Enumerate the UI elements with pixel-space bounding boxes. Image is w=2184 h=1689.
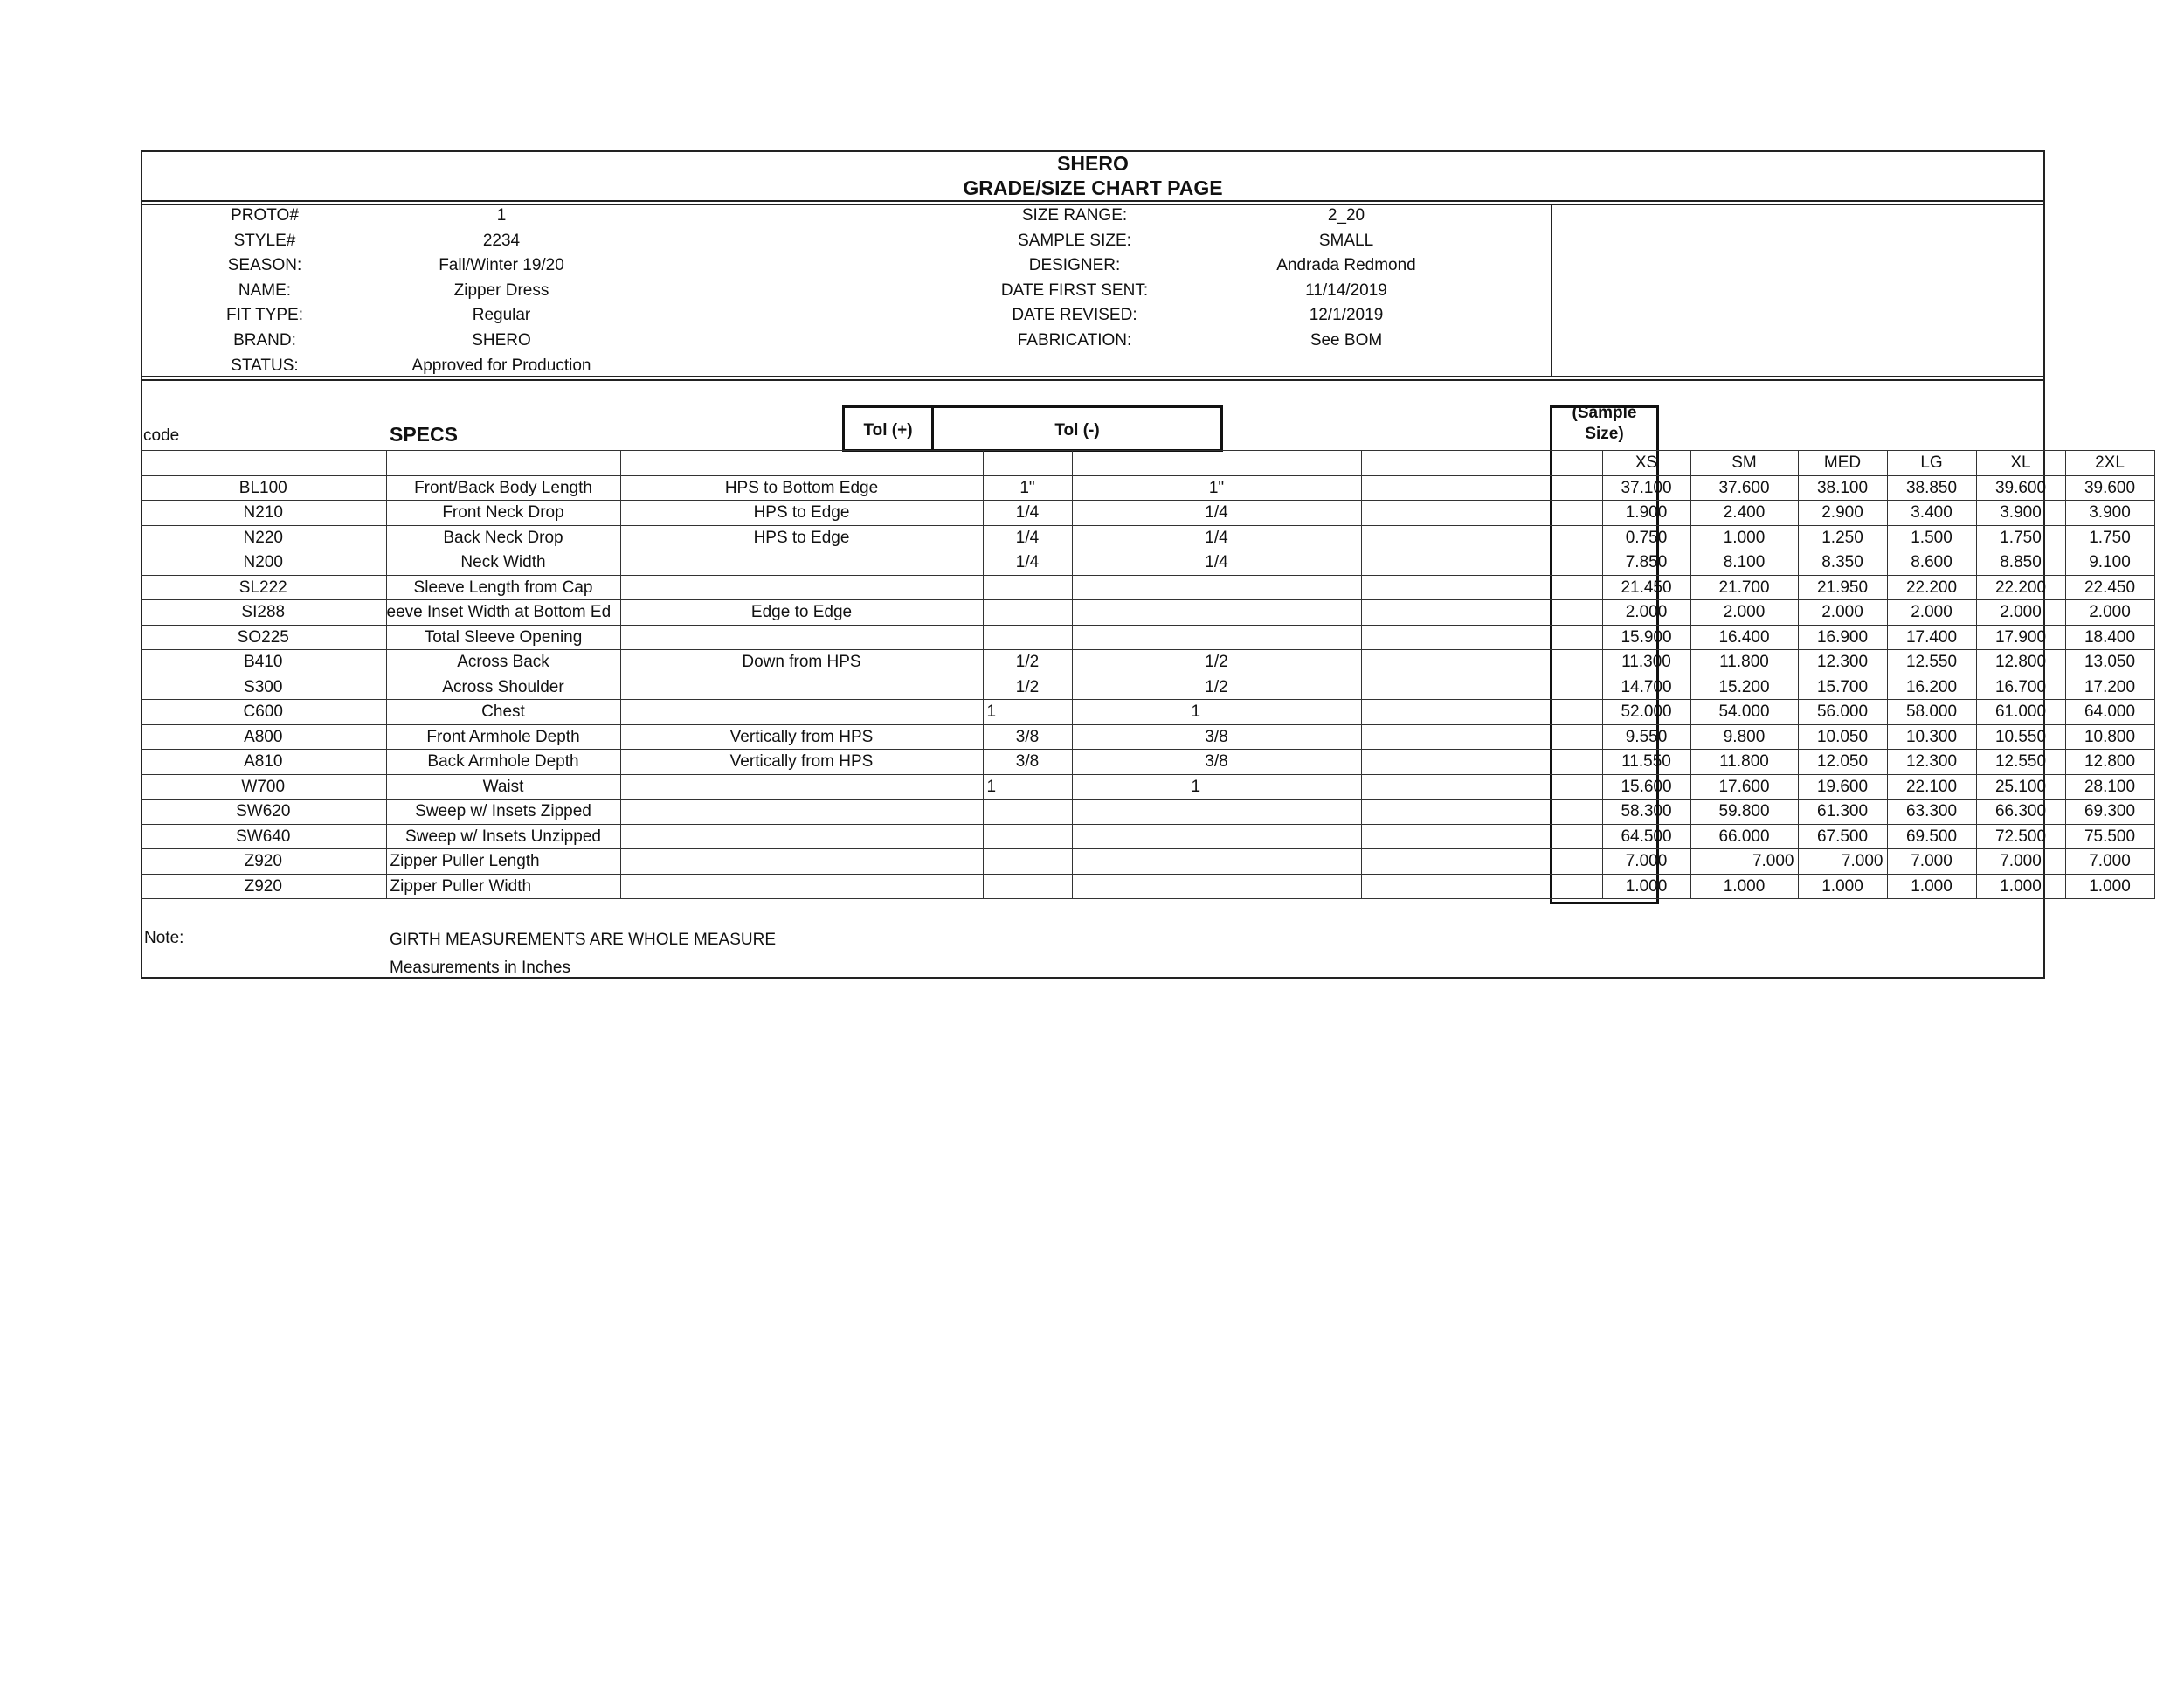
spec-code: SW620 bbox=[141, 800, 386, 825]
info-label: STATUS: bbox=[231, 356, 299, 375]
note-line-1: GIRTH MEASUREMENTS ARE WHOLE MEASURE bbox=[390, 931, 776, 949]
size-header-empty-cell bbox=[1072, 451, 1361, 476]
size-value-2xl: 9.100 bbox=[2065, 550, 2154, 576]
table-row bbox=[141, 475, 2154, 501]
size-value-med: 12.050 bbox=[1798, 750, 1887, 775]
spec-measure-method bbox=[620, 700, 983, 725]
size-value-xl: 8.850 bbox=[1976, 550, 2065, 576]
info-label: SEASON: bbox=[227, 256, 302, 275]
tol-minus-value bbox=[1072, 575, 1361, 600]
spacer-cell bbox=[1361, 800, 1602, 825]
spec-measure-method bbox=[620, 874, 983, 899]
tol-minus-value: 1 bbox=[1072, 774, 1361, 800]
info-value: Approved for Production bbox=[411, 356, 591, 375]
specs-header: SPECS bbox=[390, 423, 458, 446]
size-value-lg: 17.400 bbox=[1887, 625, 1976, 650]
size-value-xl: 72.500 bbox=[1976, 824, 2065, 849]
spacer-cell bbox=[1361, 774, 1602, 800]
size-value-xl: 39.600 bbox=[1976, 475, 2065, 501]
size-value-sm: 11.800 bbox=[1690, 750, 1798, 775]
size-value-med: 2.900 bbox=[1798, 501, 1887, 526]
size-value-xs: 52.000 bbox=[1602, 700, 1690, 725]
table-row bbox=[141, 724, 2154, 750]
tol-minus-value: 1/4 bbox=[1072, 550, 1361, 576]
tol-plus-value bbox=[983, 625, 1072, 650]
sample-size-header bbox=[1550, 403, 1659, 445]
spacer-cell bbox=[1361, 700, 1602, 725]
size-value-sm: 11.800 bbox=[1690, 650, 1798, 675]
table-row bbox=[141, 849, 2154, 875]
size-value-2xl: 2.000 bbox=[2065, 600, 2154, 626]
size-value-med: 67.500 bbox=[1798, 824, 1887, 849]
size-value-xl: 25.100 bbox=[1976, 774, 2065, 800]
info-value: Fall/Winter 19/20 bbox=[439, 256, 564, 275]
size-value-sm: 1.000 bbox=[1690, 525, 1798, 550]
size-value-lg: 38.850 bbox=[1887, 475, 1976, 501]
spacer-cell bbox=[1361, 650, 1602, 675]
size-header-empty-cell bbox=[1361, 451, 1602, 476]
table-row bbox=[141, 774, 2154, 800]
spec-name: Back Neck Drop bbox=[386, 525, 620, 550]
table-row bbox=[141, 501, 2154, 526]
size-value-lg: 10.300 bbox=[1887, 724, 1976, 750]
info-value: 2234 bbox=[482, 231, 521, 250]
size-value-lg: 1.500 bbox=[1887, 525, 1976, 550]
spacer-cell bbox=[1361, 625, 1602, 650]
info-divider-top bbox=[141, 376, 2045, 377]
tol-minus-value: 1 bbox=[1072, 700, 1361, 725]
size-value-2xl: 18.400 bbox=[2065, 625, 2154, 650]
size-header-2xl: 2XL bbox=[2065, 451, 2154, 476]
size-value-2xl: 75.500 bbox=[2065, 824, 2154, 849]
size-value-lg: 1.000 bbox=[1887, 874, 1976, 899]
spec-measure-method bbox=[620, 824, 983, 849]
size-value-xs: 15.900 bbox=[1602, 625, 1690, 650]
size-value-xs: 64.500 bbox=[1602, 824, 1690, 849]
spacer-cell bbox=[1361, 525, 1602, 550]
spec-name: Zipper Puller Length bbox=[386, 849, 620, 875]
size-value-xl: 61.000 bbox=[1976, 700, 2065, 725]
spec-table bbox=[141, 450, 2155, 899]
tol-minus-header: Tol (-) bbox=[1054, 421, 1100, 440]
spec-code: S300 bbox=[141, 675, 386, 700]
size-value-med: 38.100 bbox=[1798, 475, 1887, 501]
tol-minus-value: 3/8 bbox=[1072, 750, 1361, 775]
size-value-2xl: 1.000 bbox=[2065, 874, 2154, 899]
size-value-2xl: 28.100 bbox=[2065, 774, 2154, 800]
spec-measure-method: HPS to Edge bbox=[620, 501, 983, 526]
spec-code: Z920 bbox=[141, 849, 386, 875]
info-value: Zipper Dress bbox=[453, 280, 549, 300]
sample-size-line2: Size) bbox=[1585, 425, 1624, 443]
spec-name: Front Armhole Depth bbox=[386, 724, 620, 750]
size-value-sm: 17.600 bbox=[1690, 774, 1798, 800]
info-label: DATE FIRST SENT: bbox=[1000, 280, 1149, 300]
spec-name: Total Sleeve Opening bbox=[386, 625, 620, 650]
size-value-xs: 9.550 bbox=[1602, 724, 1690, 750]
size-value-med: 12.300 bbox=[1798, 650, 1887, 675]
size-value-xs: 1.000 bbox=[1602, 874, 1690, 899]
info-value: Andrada Redmond bbox=[1276, 256, 1416, 275]
spec-measure-method bbox=[620, 800, 983, 825]
spacer-cell bbox=[1361, 600, 1602, 626]
spec-code: A810 bbox=[141, 750, 386, 775]
tol-minus-value bbox=[1072, 874, 1361, 899]
info-label: PROTO# bbox=[231, 206, 299, 225]
info-value: See BOM bbox=[1310, 331, 1383, 350]
tol-minus-value bbox=[1072, 600, 1361, 626]
info-label: BRAND: bbox=[233, 331, 296, 350]
size-value-2xl: 12.800 bbox=[2065, 750, 2154, 775]
tol-minus-value: 1/4 bbox=[1072, 525, 1361, 550]
size-header-lg: LG bbox=[1887, 451, 1976, 476]
info-value: 2_20 bbox=[1327, 206, 1365, 225]
spec-measure-method: HPS to Edge bbox=[620, 525, 983, 550]
size-value-xl: 17.900 bbox=[1976, 625, 2065, 650]
table-row bbox=[141, 575, 2154, 600]
size-value-xs: 0.750 bbox=[1602, 525, 1690, 550]
spacer-cell bbox=[1361, 724, 1602, 750]
tol-minus-value bbox=[1072, 824, 1361, 849]
size-value-2xl: 39.600 bbox=[2065, 475, 2154, 501]
info-label: DESIGNER: bbox=[1028, 256, 1121, 275]
size-value-xl: 1.750 bbox=[1976, 525, 2065, 550]
spec-name: Neck Width bbox=[386, 550, 620, 576]
title-divider-bottom bbox=[141, 204, 2045, 205]
size-value-lg: 22.100 bbox=[1887, 774, 1976, 800]
table-row bbox=[141, 800, 2154, 825]
size-value-lg: 3.400 bbox=[1887, 501, 1976, 526]
size-value-lg: 12.550 bbox=[1887, 650, 1976, 675]
info-label: SIZE RANGE: bbox=[1021, 206, 1128, 225]
size-value-med: 16.900 bbox=[1798, 625, 1887, 650]
size-value-2xl: 22.450 bbox=[2065, 575, 2154, 600]
spec-measure-method bbox=[620, 774, 983, 800]
size-value-xl: 7.000 bbox=[1976, 849, 2065, 875]
size-value-lg: 16.200 bbox=[1887, 675, 1976, 700]
spec-code: B410 bbox=[141, 650, 386, 675]
spec-measure-method: HPS to Bottom Edge bbox=[620, 475, 983, 501]
tol-plus-value bbox=[983, 600, 1072, 626]
info-value: SMALL bbox=[1318, 231, 1374, 250]
spec-name: Across Shoulder bbox=[386, 675, 620, 700]
spec-name: Sleeve Length from Cap bbox=[386, 575, 620, 600]
size-value-2xl: 13.050 bbox=[2065, 650, 2154, 675]
spec-name: Waist bbox=[386, 774, 620, 800]
page-title: GRADE/SIZE CHART PAGE bbox=[963, 177, 1223, 199]
size-header-row bbox=[141, 451, 2154, 476]
size-value-sm: 21.700 bbox=[1690, 575, 1798, 600]
size-header-med: MED bbox=[1798, 451, 1887, 476]
size-value-xs: 37.100 bbox=[1602, 475, 1690, 501]
size-value-sm: 1.000 bbox=[1690, 874, 1798, 899]
info-value: 1 bbox=[496, 206, 507, 225]
size-value-xl: 22.200 bbox=[1976, 575, 2065, 600]
spec-name: Sweep w/ Insets Zipped bbox=[386, 800, 620, 825]
size-value-med: 1.250 bbox=[1798, 525, 1887, 550]
info-value: 11/14/2019 bbox=[1305, 280, 1387, 300]
tol-minus-value: 3/8 bbox=[1072, 724, 1361, 750]
note-line-2: Measurements in Inches bbox=[390, 959, 570, 977]
size-value-xl: 3.900 bbox=[1976, 501, 2065, 526]
size-value-xs: 58.300 bbox=[1602, 800, 1690, 825]
spec-measure-method: Edge to Edge bbox=[620, 600, 983, 626]
size-value-sm: 16.400 bbox=[1690, 625, 1798, 650]
size-value-lg: 7.000 bbox=[1887, 849, 1976, 875]
size-value-2xl: 69.300 bbox=[2065, 800, 2154, 825]
size-value-sm: 54.000 bbox=[1690, 700, 1798, 725]
size-value-lg: 63.300 bbox=[1887, 800, 1976, 825]
size-value-med: 15.700 bbox=[1798, 675, 1887, 700]
tol-plus-value: 1/2 bbox=[983, 675, 1072, 700]
size-value-xs: 14.700 bbox=[1602, 675, 1690, 700]
tol-minus-value: 1/2 bbox=[1072, 675, 1361, 700]
size-value-lg: 2.000 bbox=[1887, 600, 1976, 626]
tol-minus-value bbox=[1072, 849, 1361, 875]
size-value-sm: 15.200 bbox=[1690, 675, 1798, 700]
tol-plus-value: 1/4 bbox=[983, 550, 1072, 576]
spec-code: SI288 bbox=[141, 600, 386, 626]
spacer-cell bbox=[1361, 675, 1602, 700]
tol-minus-value: 1" bbox=[1072, 475, 1361, 501]
tol-minus-value bbox=[1072, 800, 1361, 825]
tol-plus-value: 3/8 bbox=[983, 724, 1072, 750]
size-value-xl: 16.700 bbox=[1976, 675, 2065, 700]
note-label: Note: bbox=[144, 929, 184, 947]
tol-plus-value bbox=[983, 575, 1072, 600]
size-value-xs: 7.850 bbox=[1602, 550, 1690, 576]
tol-plus-value bbox=[983, 824, 1072, 849]
tol-plus-value: 1 bbox=[983, 774, 1072, 800]
table-row bbox=[141, 550, 2154, 576]
size-header-sm: SM bbox=[1690, 451, 1798, 476]
size-value-2xl: 3.900 bbox=[2065, 501, 2154, 526]
size-header-xl: XL bbox=[1976, 451, 2065, 476]
info-label: STYLE# bbox=[233, 231, 296, 250]
size-value-sm: 66.000 bbox=[1690, 824, 1798, 849]
size-value-xl: 10.550 bbox=[1976, 724, 2065, 750]
spec-code: N220 bbox=[141, 525, 386, 550]
spec-code: SW640 bbox=[141, 824, 386, 849]
size-value-sm: 2.000 bbox=[1690, 600, 1798, 626]
size-value-sm: 8.100 bbox=[1690, 550, 1798, 576]
size-value-xs: 11.300 bbox=[1602, 650, 1690, 675]
size-value-xs: 7.000 bbox=[1602, 849, 1690, 875]
tol-plus-value bbox=[983, 800, 1072, 825]
size-value-xs: 1.900 bbox=[1602, 501, 1690, 526]
spec-name: Zipper Puller Width bbox=[386, 874, 620, 899]
tol-minus-value: 1/2 bbox=[1072, 650, 1361, 675]
size-header-xs: XS bbox=[1602, 451, 1690, 476]
tol-plus-value: 1/4 bbox=[983, 525, 1072, 550]
info-value: SHERO bbox=[472, 331, 531, 350]
spec-code: SL222 bbox=[141, 575, 386, 600]
info-label: NAME: bbox=[238, 280, 292, 300]
size-value-lg: 22.200 bbox=[1887, 575, 1976, 600]
size-value-xs: 15.600 bbox=[1602, 774, 1690, 800]
spec-code: N200 bbox=[141, 550, 386, 576]
spec-name: Front/Back Body Length bbox=[386, 475, 620, 501]
spacer-cell bbox=[1361, 750, 1602, 775]
spec-name: Sweep w/ Insets Unzipped bbox=[386, 824, 620, 849]
table-row bbox=[141, 700, 2154, 725]
size-value-sm: 7.000 bbox=[1690, 849, 1798, 875]
size-value-med: 7.000 bbox=[1798, 849, 1887, 875]
tol-plus-value bbox=[983, 874, 1072, 899]
info-label: DATE REVISED: bbox=[1012, 306, 1137, 325]
tol-plus-value: 1" bbox=[983, 475, 1072, 501]
table-row bbox=[141, 625, 2154, 650]
table-row bbox=[141, 525, 2154, 550]
info-label: FIT TYPE: bbox=[226, 306, 303, 325]
spec-name: Chest bbox=[386, 700, 620, 725]
size-value-med: 61.300 bbox=[1798, 800, 1887, 825]
spacer-cell bbox=[1361, 550, 1602, 576]
size-value-xs: 11.550 bbox=[1602, 750, 1690, 775]
size-value-lg: 12.300 bbox=[1887, 750, 1976, 775]
size-header-empty-cell bbox=[983, 451, 1072, 476]
tol-minus-value bbox=[1072, 625, 1361, 650]
spacer-cell bbox=[1361, 475, 1602, 501]
tol-plus-value bbox=[983, 849, 1072, 875]
size-value-xl: 12.800 bbox=[1976, 650, 2065, 675]
tol-plus-value: 3/8 bbox=[983, 750, 1072, 775]
spec-measure-method: Vertically from HPS bbox=[620, 724, 983, 750]
table-row bbox=[141, 750, 2154, 775]
tol-plus-value: 1/2 bbox=[983, 650, 1072, 675]
sample-size-line1: (Sample bbox=[1572, 404, 1637, 422]
size-value-2xl: 10.800 bbox=[2065, 724, 2154, 750]
brand-title: SHERO bbox=[1057, 152, 1129, 175]
spec-measure-method bbox=[620, 575, 983, 600]
size-value-xl: 1.000 bbox=[1976, 874, 2065, 899]
size-value-med: 10.050 bbox=[1798, 724, 1887, 750]
size-value-xl: 66.300 bbox=[1976, 800, 2065, 825]
spec-name: eeve Inset Width at Bottom Ed bbox=[386, 600, 620, 626]
size-value-2xl: 17.200 bbox=[2065, 675, 2154, 700]
size-value-med: 8.350 bbox=[1798, 550, 1887, 576]
size-value-med: 19.600 bbox=[1798, 774, 1887, 800]
spec-code: W700 bbox=[141, 774, 386, 800]
size-value-med: 56.000 bbox=[1798, 700, 1887, 725]
size-value-xl: 12.550 bbox=[1976, 750, 2065, 775]
table-row bbox=[141, 874, 2154, 899]
tol-plus-value: 1 bbox=[983, 700, 1072, 725]
info-right-divider bbox=[1551, 204, 1552, 376]
table-row bbox=[141, 824, 2154, 849]
spacer-cell bbox=[1361, 874, 1602, 899]
size-header-empty-cell bbox=[620, 451, 983, 476]
spacer-cell bbox=[1361, 849, 1602, 875]
size-value-2xl: 1.750 bbox=[2065, 525, 2154, 550]
size-value-xl: 2.000 bbox=[1976, 600, 2065, 626]
size-value-sm: 59.800 bbox=[1690, 800, 1798, 825]
table-row bbox=[141, 650, 2154, 675]
spec-code: BL100 bbox=[141, 475, 386, 501]
size-header-empty-cell bbox=[141, 451, 386, 476]
size-value-med: 1.000 bbox=[1798, 874, 1887, 899]
table-row bbox=[141, 600, 2154, 626]
size-value-lg: 8.600 bbox=[1887, 550, 1976, 576]
info-value: Regular bbox=[472, 306, 531, 325]
spacer-cell bbox=[1361, 824, 1602, 849]
spec-measure-method bbox=[620, 849, 983, 875]
size-value-2xl: 7.000 bbox=[2065, 849, 2154, 875]
spec-code: C600 bbox=[141, 700, 386, 725]
size-header-empty-cell bbox=[386, 451, 620, 476]
spec-measure-method: Vertically from HPS bbox=[620, 750, 983, 775]
size-value-2xl: 64.000 bbox=[2065, 700, 2154, 725]
info-divider-bottom bbox=[141, 379, 2045, 381]
size-value-xs: 2.000 bbox=[1602, 600, 1690, 626]
spec-measure-method bbox=[620, 625, 983, 650]
info-label: FABRICATION: bbox=[1017, 331, 1132, 350]
spec-code: SO225 bbox=[141, 625, 386, 650]
tol-plus-value: 1/4 bbox=[983, 501, 1072, 526]
code-header: code bbox=[143, 426, 180, 445]
spec-measure-method bbox=[620, 675, 983, 700]
size-value-xs: 21.450 bbox=[1602, 575, 1690, 600]
size-value-lg: 69.500 bbox=[1887, 824, 1976, 849]
size-value-med: 2.000 bbox=[1798, 600, 1887, 626]
size-value-sm: 37.600 bbox=[1690, 475, 1798, 501]
spec-code: Z920 bbox=[141, 874, 386, 899]
size-value-sm: 2.400 bbox=[1690, 501, 1798, 526]
size-value-med: 21.950 bbox=[1798, 575, 1887, 600]
spec-measure-method bbox=[620, 550, 983, 576]
spacer-cell bbox=[1361, 501, 1602, 526]
size-value-lg: 58.000 bbox=[1887, 700, 1976, 725]
spec-measure-method: Down from HPS bbox=[620, 650, 983, 675]
spec-name: Across Back bbox=[386, 650, 620, 675]
info-label: SAMPLE SIZE: bbox=[1018, 231, 1131, 250]
spec-code: N210 bbox=[141, 501, 386, 526]
tol-minus-value: 1/4 bbox=[1072, 501, 1361, 526]
table-row bbox=[141, 675, 2154, 700]
spec-code: A800 bbox=[141, 724, 386, 750]
spacer-cell bbox=[1361, 575, 1602, 600]
title-divider-top bbox=[141, 200, 2045, 202]
info-value: 12/1/2019 bbox=[1309, 306, 1384, 325]
spec-name: Front Neck Drop bbox=[386, 501, 620, 526]
size-value-sm: 9.800 bbox=[1690, 724, 1798, 750]
tol-plus-header: Tol (+) bbox=[863, 421, 913, 440]
spec-name: Back Armhole Depth bbox=[386, 750, 620, 775]
